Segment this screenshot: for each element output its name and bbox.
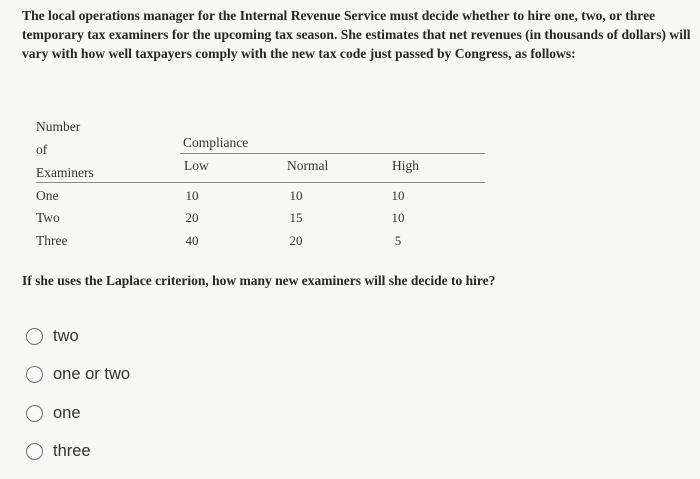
row-header-examiners: Examiners [36,165,94,180]
table-cell: 10 [185,188,199,203]
table-cell: 40 [185,233,199,248]
option-one[interactable] [26,401,81,425]
radio-button[interactable] [26,443,43,460]
table-cell: 10 [391,210,405,225]
row-label: Three [36,233,68,248]
option-label: one [53,403,81,422]
compliance-header: Compliance [183,135,249,150]
col-header-high: High [392,158,419,173]
table-cell: 15 [289,210,303,225]
option-label: two [53,326,79,345]
table-cell: 20 [185,210,199,225]
col-header-normal: Normal [287,158,329,173]
row-label: Two [36,210,60,225]
col-header-low: Low [184,158,209,173]
question-text: The local operations manager for the Internal Revenue Service must decide whether to hire one, two, or three temporary tax examiners for the upcoming tax season. She estimates that net revenues (in thousands of dollars) will vary with how well taxpayers comply with the new tax code just passed by Congress, as follows: [22,8,691,61]
option-label: three [53,441,91,460]
option-two[interactable] [26,324,79,348]
option-label: one or two [53,364,131,383]
radio-button[interactable] [26,405,43,422]
option-three[interactable] [26,439,91,463]
radio-button[interactable] [26,328,43,345]
row-label: One [36,188,59,203]
row-header-of: of [36,142,48,157]
table-cell: 5 [394,233,402,248]
table-cell: 10 [391,188,405,203]
row-header-number: Number [36,119,81,134]
table-cell: 10 [289,188,303,203]
followup-question: If she uses the Laplace criterion, how many new examiners will she decide to hire? [22,273,496,288]
header-rule [180,153,485,154]
option-one-or-two[interactable] [26,362,130,386]
table-top-rule [36,182,485,183]
radio-button[interactable] [26,366,43,383]
table-cell: 20 [289,233,303,248]
